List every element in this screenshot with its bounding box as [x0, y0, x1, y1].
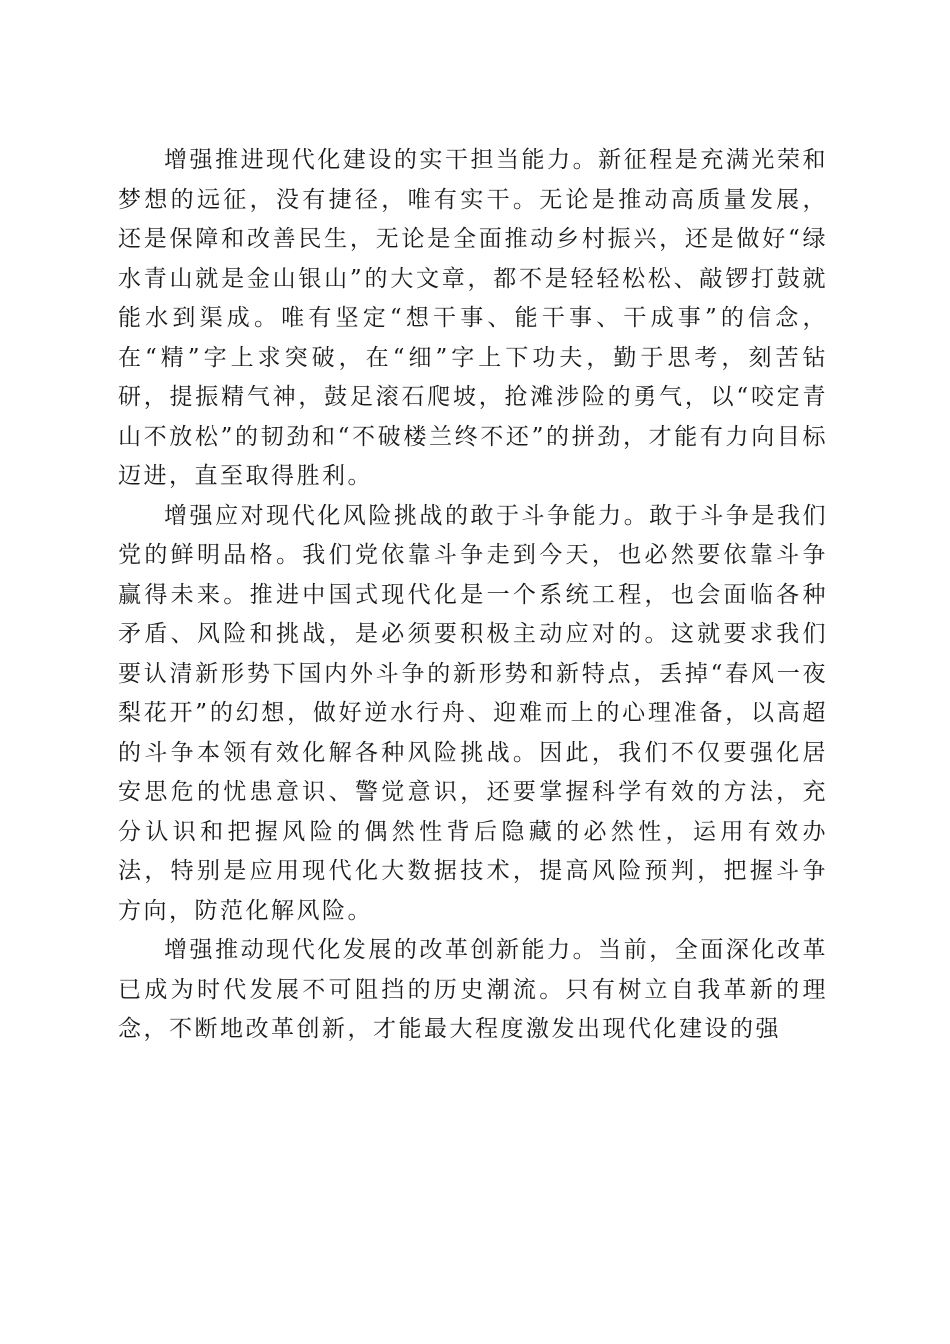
paragraph-practical-responsibility: 增强推进现代化建设的实干担当能力。新征程是充满光荣和梦想的远征，没有捷径，唯有实干。无论是推动高质量发展，还是保障和改善民生，无论是全面推动乡村振兴，还是做好“绿水青山就是金山银山”的大文章，都不是轻轻松松、敲锣打鼓就能水到渠成。唯有坚定“想干事、能干事、干成事”的信念，在“精”字上求突破，在“细”字上下功夫，勤于思考，刻苦钻研，提振精气神，鼓足滚石爬坡，抢滩涉险的勇气，以“咬定青山不放松”的韧劲和“不破楼兰终不还”的拼劲，才能有力向目标迈进，直至取得胜利。	[118, 147, 828, 489]
document-body	[118, 141, 828, 1050]
paragraph-reform-innovation: 增强推动现代化发展的改革创新能力。当前，全面深化改革已成为时代发展不可阻挡的历史潮流。只有树立自我革新的理念，不断地改革创新，才能最大程度激发出现代化建设的强	[118, 937, 828, 1042]
paragraph-risk-struggle: 增强应对现代化风险挑战的敢于斗争能力。敢于斗争是我们党的鲜明品格。我们党依靠斗争走到今天，也必然要依靠斗争赢得未来。推进中国式现代化是一个系统工程，也会面临各种矛盾、风险和挑战，是必须要积极主动应对的。这就要求我们要认清新形势下国内外斗争的新形势和新特点，丢掉“春风一夜梨花开”的幻想，做好逆水行舟、迎难而上的心理准备，以高超的斗争本领有效化解各种风险挑战。因此，我们不仅要强化居安思危的忧患意识、警觉意识，还要掌握科学有效的方法，充分认识和把握风险的偶然性背后隐藏的必然性，运用有效办法，特别是应用现代化大数据技术，提高风险预判，把握斗争方向，防范化解风险。	[118, 502, 828, 924]
